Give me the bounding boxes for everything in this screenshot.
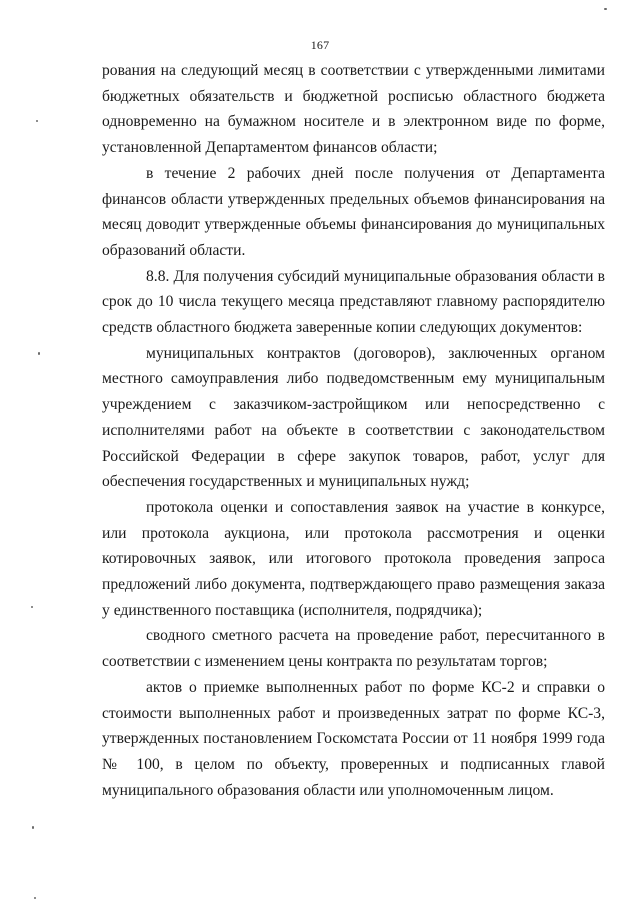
paragraph-municipal-contracts: муниципальных контрактов (договоров), заключенных органом местного самоуправления либо подведомственным ему муниципальным учреждением с заказчиком-застройщиком или непосредственно с исполнителями работ на объекте в соответствии с законодательством Российской Федерации в сфере закупок товаров, работ, услуг для обеспечения государственных и муниципальных нужд; [102,344,605,491]
scan-speck [32,826,34,829]
paragraph-continuation: рования на следующий месяц в соответствии с утвержденными лимитами бюджетных обязательств и бюджетной росписью областного бюджета одновременно на бумажном носителе и в электронном виде по форме, установленной Департаментом финансов области; [102,62,605,157]
scan-speck [34,897,36,899]
paragraph-estimate: сводного сметного расчета на проведение работ, пересчитанного в соответствии с изменением цены контракта по результатам торгов; [102,627,605,671]
paragraph-tender-protocols: протокола оценки и сопоставления заявок на участие в конкурсе, или протокола аукциона, или протокола рассмотрения и оценки котировочных заявок, или итогового протокола проведения запроса предложений либо документа, подтверждающего право размещения заказа у единственного поставщика (исполнителя, подрядчика); [102,498,605,619]
scan-speck [604,8,607,10]
scan-speck [31,606,33,608]
scan-speck [38,352,40,355]
paragraph-8-8: 8.8. Для получения субсидий муниципальные образования области в срок до 10 числа текущего месяца представляют главному распорядителю средств областного бюджета заверенные копии следующих документов: [102,267,605,337]
document-body [102,58,605,803]
page-number: 167 [310,38,330,52]
paragraph-deadline-2-days: в течение 2 рабочих дней после получения от Департамента финансов области утвержденных предельных объемов финансирования на месяц доводит утвержденные объемы финансирования до муниципальных образований области. [102,164,605,259]
paragraph-acceptance-acts: актов о приемке выполненных работ по форме КС-2 и справки о стоимости выполненных работ и произведенных затрат по форме КС-3, утвержденных постановлением Госкомстата России от 11 ноября 1999 года № 100, в целом по объекту, проверенных и подписанных главой муниципального образования области или уполномоченным лицом. [102,678,605,799]
scan-speck [36,120,38,122]
